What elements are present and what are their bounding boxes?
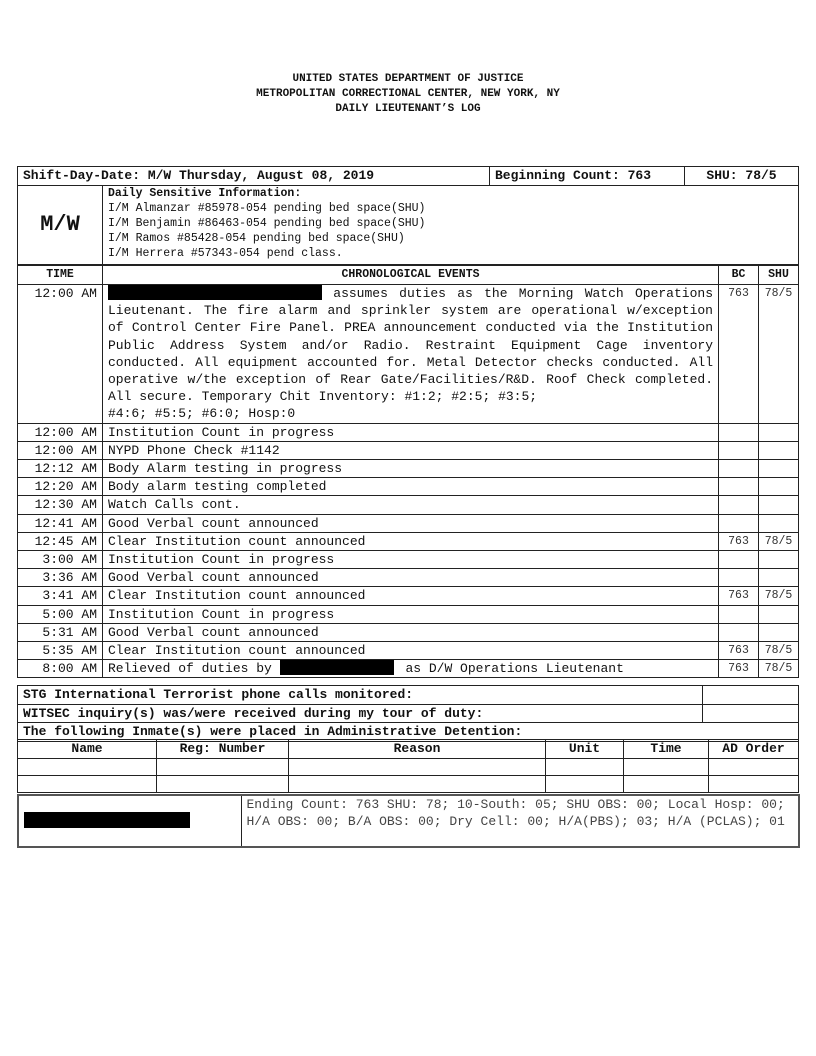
event-shu xyxy=(759,605,799,623)
event-text: Good Verbal count announced xyxy=(103,623,719,641)
sensitive-info xyxy=(103,186,799,265)
sensitive-line: I/M Benjamin #86463-054 pending bed space(SHU) xyxy=(108,217,426,230)
event-shu: 78/5 xyxy=(759,285,799,424)
event-text: Body Alarm testing in progress xyxy=(103,460,719,478)
redacted-signature xyxy=(24,812,190,828)
event-text: Relieved of duties by as D/W Operations Lieutenant xyxy=(103,660,719,678)
event-bc xyxy=(719,623,759,641)
event-bc xyxy=(719,569,759,587)
ending-block xyxy=(17,794,800,848)
event-row xyxy=(18,551,799,569)
event-shu: 78/5 xyxy=(759,532,799,550)
ad-empty-row xyxy=(18,775,799,792)
event-bc xyxy=(719,478,759,496)
event-time: 12:00 AM xyxy=(18,285,103,424)
ending-count: Ending Count: 763 SHU: 78; 10-South: 05; SHU OBS: 00; Local Hosp: 00; H/A OBS: 00; B/A OBS: 00; Dry Cell: 00; H/A(PBS); 03; H/A (PCLAS); 01 xyxy=(241,795,799,847)
sensitive-line: I/M Almanzar #85978-054 pending bed space(SHU) xyxy=(108,202,426,215)
event-text: Clear Institution count announced xyxy=(103,587,719,605)
event-text: Institution Count in progress xyxy=(103,423,719,441)
event-bc xyxy=(719,514,759,532)
stg-value xyxy=(703,686,799,705)
first-event-tail: #4:6; #5:5; #6:0; Hosp:0 xyxy=(108,406,296,422)
event-bc xyxy=(719,496,759,514)
event-text: Good Verbal count announced xyxy=(103,514,719,532)
event-time: 8:00 AM xyxy=(18,660,103,678)
event-time: 12:00 AM xyxy=(18,441,103,459)
witsec-note: WITSEC inquiry(s) was/were received during my tour of duty: xyxy=(18,704,703,723)
event-text: Watch Calls cont. xyxy=(103,496,719,514)
event-bc xyxy=(719,551,759,569)
col-shu: SHU xyxy=(759,266,799,285)
event-shu xyxy=(759,423,799,441)
event-time: 12:41 AM xyxy=(18,514,103,532)
event-shu xyxy=(759,478,799,496)
ad-col-time: Time xyxy=(624,740,709,759)
event-shu: 78/5 xyxy=(759,660,799,678)
event-bc xyxy=(719,441,759,459)
sensitive-info-table xyxy=(17,185,799,265)
col-events: CHRONOLOGICAL EVENTS xyxy=(103,266,719,285)
shift-code: M/W xyxy=(18,186,103,265)
event-time: 5:35 AM xyxy=(18,642,103,660)
event-shu xyxy=(759,551,799,569)
event-shu: 78/5 xyxy=(759,587,799,605)
ad-col-reason: Reason xyxy=(289,740,546,759)
event-shu xyxy=(759,514,799,532)
redacted-name xyxy=(108,285,322,300)
event-row xyxy=(18,569,799,587)
event-row xyxy=(18,660,799,678)
ad-col-order: AD Order xyxy=(709,740,799,759)
ad-table xyxy=(17,739,799,793)
stg-note: STG International Terrorist phone calls monitored: xyxy=(18,686,703,705)
event-shu xyxy=(759,569,799,587)
sensitive-line: I/M Ramos #85428-054 pending bed space(SHU) xyxy=(108,232,405,245)
event-row xyxy=(18,441,799,459)
col-bc: BC xyxy=(719,266,759,285)
event-bc: 763 xyxy=(719,642,759,660)
header-line-title: DAILY LIEUTENANT’S LOG xyxy=(335,103,481,115)
event-text: Good Verbal count announced xyxy=(103,569,719,587)
event-bc xyxy=(719,423,759,441)
summary-table xyxy=(17,166,799,186)
witsec-value xyxy=(703,704,799,723)
event-text: Institution Count in progress xyxy=(103,605,719,623)
event-time: 3:36 AM xyxy=(18,569,103,587)
event-row xyxy=(18,478,799,496)
event-time: 12:20 AM xyxy=(18,478,103,496)
event-bc xyxy=(719,605,759,623)
ad-empty-row xyxy=(18,758,799,775)
sensitive-info-title: Daily Sensitive Information: xyxy=(108,187,302,200)
event-row xyxy=(18,623,799,641)
event-row xyxy=(18,642,799,660)
event-row xyxy=(18,496,799,514)
redacted-name xyxy=(280,660,394,675)
header-line-agency: UNITED STATES DEPARTMENT OF JUSTICE xyxy=(292,73,524,85)
event-shu xyxy=(759,496,799,514)
event-shu: 78/5 xyxy=(759,642,799,660)
shift-day-date: Shift-Day-Date: M/W Thursday, August 08, 2019 xyxy=(18,167,490,186)
event-bc: 763 xyxy=(719,660,759,678)
event-text xyxy=(103,285,719,424)
event-time: 12:30 AM xyxy=(18,496,103,514)
beginning-count: Beginning Count: 763 xyxy=(490,167,685,186)
event-time: 3:41 AM xyxy=(18,587,103,605)
ad-col-unit: Unit xyxy=(546,740,624,759)
sensitive-line: I/M Herrera #57343-054 pend class. xyxy=(108,247,343,260)
ad-col-reg: Reg: Number xyxy=(157,740,289,759)
event-time: 12:00 AM xyxy=(18,423,103,441)
event-text: Clear Institution count announced xyxy=(103,532,719,550)
event-row xyxy=(18,285,799,424)
notes-table xyxy=(17,685,799,742)
shu-count: SHU: 78/5 xyxy=(685,167,799,186)
event-text: Institution Count in progress xyxy=(103,551,719,569)
event-row xyxy=(18,587,799,605)
event-row xyxy=(18,423,799,441)
event-text: Clear Institution count announced xyxy=(103,642,719,660)
event-row xyxy=(18,532,799,550)
event-bc: 763 xyxy=(719,285,759,424)
first-event-body: assumes duties as the Morning Watch Operations Lieutenant. The fire alarm and sprinkler system are operational w/exception of Control Center Fire Panel. PREA announcement conducted via the Institution Public Address System and/or Radio. Restraint Equipment Cage inventory conducted. All equipment accounted for. Metal Detector checks conducted. All operative w/the exception of Rear Gate/Facilities/R&D. Roof Check completed. All secure. Temporary Chit Inventory: #1:2; #2:5; #3:5; xyxy=(108,286,713,405)
event-text: Body alarm testing completed xyxy=(103,478,719,496)
event-shu xyxy=(759,623,799,641)
ad-col-name: Name xyxy=(18,740,157,759)
event-time: 12:45 AM xyxy=(18,532,103,550)
event-shu xyxy=(759,441,799,459)
event-text: NYPD Phone Check #1142 xyxy=(103,441,719,459)
event-time: 5:31 AM xyxy=(18,623,103,641)
col-time: TIME xyxy=(18,266,103,285)
signature-cell xyxy=(18,795,241,847)
events-table xyxy=(17,265,799,678)
header-line-facility: METROPOLITAN CORRECTIONAL CENTER, NEW YORK, NY xyxy=(256,88,560,100)
event-bc: 763 xyxy=(719,532,759,550)
event-time: 3:00 AM xyxy=(18,551,103,569)
event-row xyxy=(18,514,799,532)
event-row xyxy=(18,605,799,623)
event-time: 12:12 AM xyxy=(18,460,103,478)
event-row xyxy=(18,460,799,478)
admin-detention-note: The following Inmate(s) were placed in Administrative Detention: xyxy=(18,723,799,742)
event-shu xyxy=(759,460,799,478)
event-time: 5:00 AM xyxy=(18,605,103,623)
event-bc: 763 xyxy=(719,587,759,605)
event-bc xyxy=(719,460,759,478)
report-header xyxy=(0,72,816,117)
